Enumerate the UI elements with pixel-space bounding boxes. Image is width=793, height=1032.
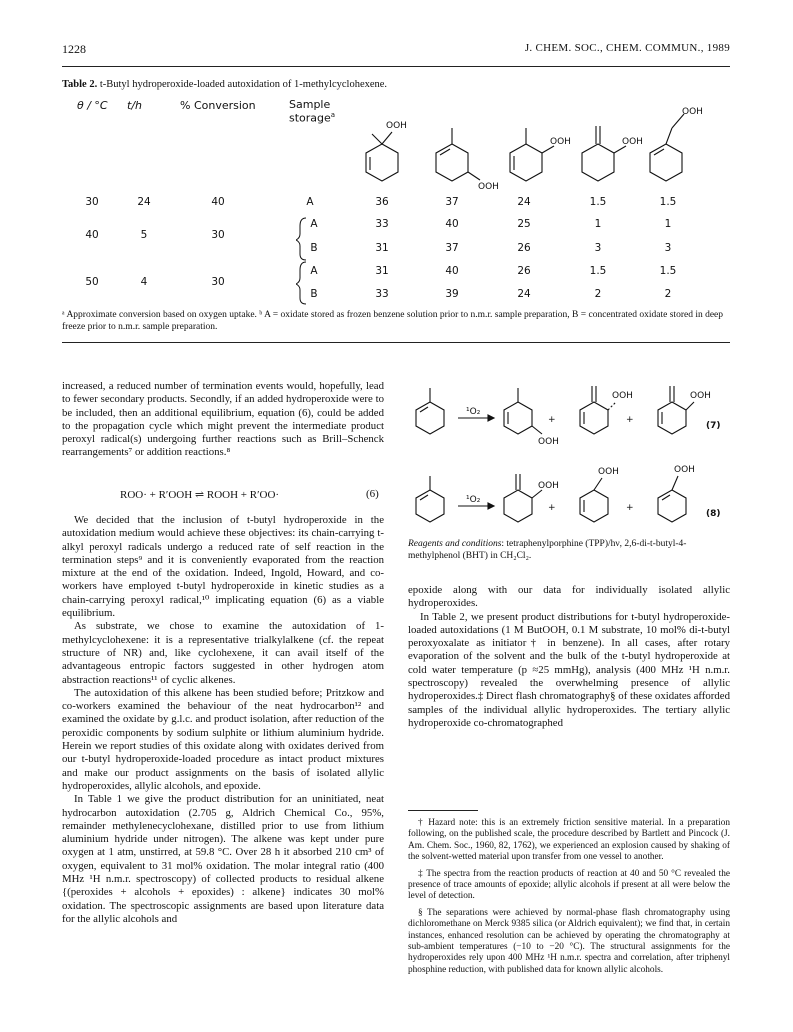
scheme8-number: (8) [706, 509, 721, 519]
table-cell: 5 [140, 229, 148, 241]
paragraph: The autoxidation of this alkene has been studied before; Pritzkow and co-workers examined the behaviour of the neat hydrocarbon¹² and examined the oxidate by g.l.c. and product isolation, after reduction of the peroxidic components by sodium sulphite or lithium aluminium hydride. Herein we report studies of this oxidate along with oxidates derived from our t-butyl hydroperoxide-loaded procedure as intact product mixtures and make our product assignments on the basis of isolated allylic hydroperoxides, allylic alcohols, and epoxide. [62, 686, 384, 792]
table-cell: 1.5 [659, 196, 677, 208]
scheme7-number: (7) [706, 421, 721, 431]
header-time: t/h [127, 99, 142, 112]
scheme-caption-label: Reagents and conditions [408, 539, 502, 549]
table-cell: 37 [445, 242, 459, 254]
table-cell: 1 [594, 218, 602, 230]
scheme-caption-text: : tetraphenylporphine (TPP)/hν, 2,6-di-t-butyl-4-methylphenol (BHT) in CH₂Cl₂. [408, 539, 687, 561]
scheme8-reactant [416, 490, 444, 522]
header-theta: θ / °C [77, 99, 108, 112]
table-cell: A [310, 218, 318, 230]
table-cell: 31 [375, 242, 389, 254]
structure-3-label: OOH [550, 137, 571, 147]
table-cell: 30 [85, 196, 99, 208]
scheme8-ooh: OOH [538, 481, 559, 491]
footnote: § The separations were achieved by normal-phase flash chromatography using dichloromethane on Merck 9385 silica (or Aldrich equivalent); we find that, in certain instances, enhanced resolution can be achieved by operating the chromatography at sub-ambient temperatures (−10 to −20 °C). The structural assignments for the hydroperoxides rely upon 400 MHz ¹H n.m.r. spectra and correlation, after triphenyl phosphine reduction, with published data for known allylic alcohols. [408, 907, 730, 975]
table-cell: 25 [517, 218, 531, 230]
table-cell: 26 [517, 242, 531, 254]
scheme8-plus: + [626, 503, 634, 513]
table-cell: 30 [211, 229, 225, 241]
row-braces [296, 216, 310, 306]
table-cell: 40 [85, 229, 99, 241]
structure-1-label: OOH [386, 121, 407, 131]
header-rule [62, 66, 730, 67]
equation-6-number: (6) [366, 488, 379, 500]
table-cell: 1 [664, 218, 672, 230]
journal-header: J. CHEM. SOC., CHEM. COMMUN., 1989 [524, 42, 730, 54]
table-cell: 1.5 [589, 265, 607, 277]
table-cell: 24 [517, 196, 531, 208]
footnote: † Hazard note: this is an extremely friction sensitive material. In a preparation following, on the published scale, the procedure described by Bartlett and Pincock (J. Am. Chem. Soc., 1960, 82, 1762), we experienced an explosion caused by shaking of the solvent-wetted material upon transfer from one vessel to another. [408, 818, 730, 863]
header-sample: Sample [289, 98, 331, 111]
paragraph: We decided that the inclusion of t-butyl hydroperoxide in the autoxidation medium would achieve these objectives: its chain-carrying t-alkyl peroxyl radicals undergo a reduced rate of self reaction in the termination steps⁹ and it is conveniently evaporated from the reaction mixture at the end of the oxidation. Indeed, Ingold, Howard, and co-workers have employed t-butyl hydroperoxide in kinetic studies as a chain-carrying peroxyl radical,¹⁰ implicating equation (6) as a viable equilibrium. [62, 514, 384, 620]
scheme7-ooh: OOH [612, 391, 633, 401]
footnote-rule [408, 810, 478, 811]
table-cell: B [310, 242, 318, 254]
scheme8-ooh: OOH [598, 467, 619, 477]
table-cell: 31 [375, 265, 389, 277]
table-caption-label: Table 2. [62, 79, 98, 90]
table-cell: 33 [375, 218, 389, 230]
structure-5-ring [650, 144, 682, 181]
table-cell: 1.5 [659, 265, 677, 277]
table-caption [62, 79, 387, 90]
table-cell: B [310, 288, 318, 300]
table-cell: 2 [664, 288, 672, 300]
structure-5-label: OOH [682, 107, 703, 117]
right-column [408, 584, 730, 730]
table-structures [340, 104, 740, 194]
table-cell: 39 [445, 288, 459, 300]
table-cell: 40 [445, 265, 459, 277]
table-caption-text: t-Butyl hydroperoxide-loaded autoxidation of 1-methylcyclohexene. [97, 79, 388, 90]
left-column-top [62, 380, 384, 460]
scheme7-ooh: OOH [538, 437, 559, 447]
page-number: 1228 [62, 42, 86, 56]
table-rule [62, 342, 730, 343]
scheme7-reagent: ¹O₂ [466, 407, 481, 417]
structure-2-ring [436, 144, 468, 181]
table-cell: 40 [211, 196, 225, 208]
paragraph: epoxide along with our data for individually isolated allylic hydroperoxides. [408, 584, 730, 610]
table-cell: 3 [664, 242, 672, 254]
table-cell: 40 [445, 218, 459, 230]
structure-2-label: OOH [478, 182, 499, 192]
table-cell: 2 [594, 288, 602, 300]
paragraph: In Table 2, we present product distributions for t-butyl hydroperoxide-loaded autoxidations (1 M ButOOH, 0.1 M substrate, 10 mol% di-t-butyl peroxyoxalate as initiator† in benzene). In all cases, after rotary evaporation of the solvent and the bulk of the t-butyl hydroperoxide at cold water temperature (p ≈25 mmHg), analysis (400 MHz ¹H n.m.r. spectroscopy) revealed the overwhelming presence of allylic hydroperoxides.‡ Direct flash chromatography§ of these oxidates afforded samples of the individual allylic hydroperoxides. The tertiary allylic hydroperoxide co-chromatographed [408, 610, 730, 729]
table-cell: 36 [375, 196, 389, 208]
table-cell: 1.5 [589, 196, 607, 208]
scheme7-plus: + [626, 415, 634, 425]
table-cell: 50 [85, 276, 99, 288]
table-cell: 24 [137, 196, 151, 208]
structure-3-ring [510, 144, 542, 181]
scheme8-reagent: ¹O₂ [466, 495, 481, 505]
paragraph: In Table 1 we give the product distribution for an uninitiated, neat hydrocarbon autoxidation (2.705 g, Aldrich Chemical Co., 95%, remainder methylenecyclohexane, distilled prior to use from lithium aluminium hydride under nitrogen). The alkene was kept under pure oxygen at 1 atm, unstirred, at 59.8 °C. Over 28 h it absorbed 210 cm³ of oxygen, equivalent to 31 mol% oxidation. The molar integral ratio (400 MHz ¹H n.m.r. spectroscopy) of collected products to residual alkene {(peroxides + alcohols + epoxides) : alkene} indicates 30 mol% oxidation. The spectroscopic assignments are based upon literature data for the allylic alcohols and [62, 793, 384, 925]
table-cell: 24 [517, 288, 531, 300]
scheme8-plus: + [548, 503, 556, 513]
table-cell: 3 [594, 242, 602, 254]
structure-4-ring [582, 144, 614, 181]
scheme8-ooh: OOH [674, 465, 695, 475]
table-footnote: ᵃ Approximate conversion based on oxygen uptake. ᵇ A = oxidate stored as frozen benzene solution prior to n.m.r. sample preparation, B = concentrated oxidate stored in deep freeze prior to n.m.r. sample preparation. [62, 310, 724, 332]
footnote: ‡ The spectra from the reaction products of reaction at 40 and 50 °C revealed the presence of trace amounts of epoxide; allylic alcohols if present at all were below the level of detection. [408, 868, 730, 902]
table-cell: 37 [445, 196, 459, 208]
table-cell: 26 [517, 265, 531, 277]
paragraph: increased, a reduced number of termination events would, hopefully, lead to fewer secondary products. Secondly, if an added hydroperoxide were to be included, then an additional equilibrium, equation (6), could be added to the propagation cycle which might prevent the intermediate product peroxyl radical(s) undergoing further reactions such as Brill–Schenck rearrangements⁷ or addition reactions.⁸ [62, 380, 384, 459]
header-conversion: % Conversion [180, 99, 256, 112]
header-sample-storage [289, 99, 335, 124]
left-column-bottom [62, 514, 384, 926]
equation-6: ROO· + R′OOH ⇌ ROOH + R′OO· [120, 489, 280, 501]
table-cell: A [310, 265, 318, 277]
scheme7-ooh: OOH [690, 391, 711, 401]
structure-1-ring [366, 144, 398, 181]
table-cell: 4 [140, 276, 148, 288]
header-sup: a [330, 111, 336, 119]
scheme7-plus: + [548, 415, 556, 425]
table-cell: 33 [375, 288, 389, 300]
paragraph: As substrate, we chose to examine the autoxidation of 1-methylcyclohexene: it is a representative trialkylalkene (cf. the repeat structure of NR) and, like cyclohexene, it can avail itself of the advantageous entropic factors suggested in other hydrogen atom abstraction reactions¹¹ of cyclic alkenes. [62, 620, 384, 686]
reaction-schemes [408, 376, 730, 536]
table-cell: A [306, 196, 314, 208]
header-storage: storage [289, 111, 331, 125]
scheme7-reactant [416, 402, 444, 434]
table-cell: 30 [211, 276, 225, 288]
scheme-caption [408, 538, 730, 562]
structure-4-label: OOH [622, 137, 643, 147]
footnotes [408, 818, 730, 981]
